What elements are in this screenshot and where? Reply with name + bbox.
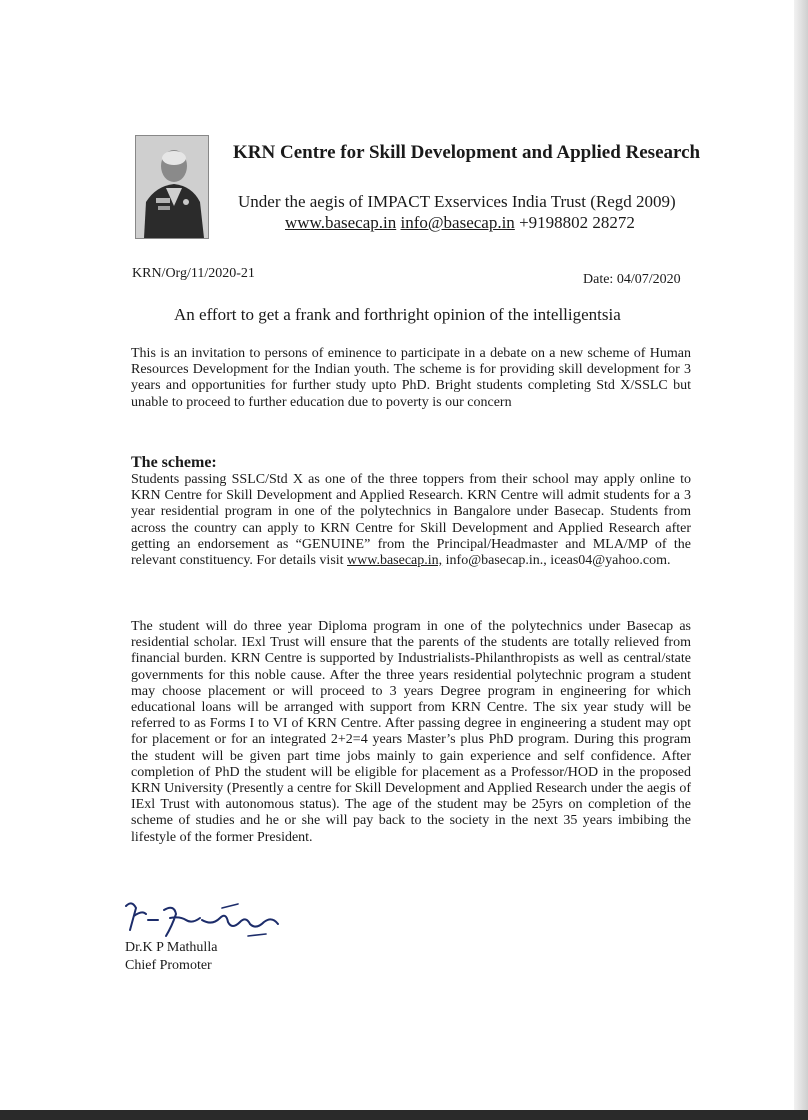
reference-number: KRN/Org/11/2020-21	[132, 266, 255, 281]
scan-edge	[794, 0, 808, 1120]
portrait-photo	[135, 135, 209, 239]
scheme-text: Students passing SSLC/Std X as one of the three toppers from their school may apply online to KRN Centre for Skill Development and Applied Research. KRN Centre will admit students for a 3 year residential program in one of the polytechnics in Bangalore under Basecap. Students from across the country can apply to KRN Centre for Skill Development and Applied Research after getting an endorsement as “GENUINE” from the Principal/Headmaster and MLA/MP of the relevant constituency. For details visit	[131, 472, 691, 569]
student-paragraph: The student will do three year Diploma program in one of the polytechnics under Basecap as residential scholar. IExl Trust will ensure that the parents of the students are totally relieved from financial burden. KRN Centre is supported by Industrialists-Philanthropists as well as central/state governments for this noble cause. After the three years residential polytechnic program a student may choose placement or will proceed to 3 years Degree program in engineering for which educational loans will be arranged with support from KRN Centre. The six year study will be referred to as Forms I to VI of KRN Centre. After passing degree in engineering a student may opt for placement or for an integrated 2+2=4 years Master’s plus PhD program. During this program the student will be given part time jobs mainly to gain experience and self confidence. After completion of PhD the student will be eligible for placement as a Professor/HOD in the proposed KRN University (Presently a centre for Skill Development and Applied Research under the aegis of IExl Trust with autonomous status). The age of the student may be 25yrs on completion of the scheme of studies and he or she will pay back to the society in the next 35 years imbibing the lifestyle of the former President.	[131, 619, 691, 845]
email-link[interactable]: info@basecap.in	[400, 213, 515, 232]
signatory-name: Dr.K P Mathulla	[125, 940, 218, 955]
scheme-email-list: info@basecap.in., iceas04@yahoo.com.	[442, 553, 671, 569]
scheme-paragraph	[131, 472, 691, 569]
website-link[interactable]: www.basecap.in	[285, 213, 397, 232]
trust-affiliation: Under the aegis of IMPACT Exservices India Trust (Regd 2009)	[238, 192, 676, 211]
intro-paragraph: This is an invitation to persons of eminence to participate in a debate on a new scheme of Human Resources Development for the Indian youth. The scheme is for providing skill development for 3 years and opportunities for further study upto PhD. Bright students completing Std X/SSLC but unable to proceed to further education due to poverty is our concern	[131, 346, 691, 410]
contact-line	[285, 213, 635, 233]
phone-number: +9198802 28272	[519, 213, 635, 232]
scheme-website-link[interactable]: www.basecap.in,	[347, 553, 443, 569]
signatory-title: Chief Promoter	[125, 958, 212, 973]
scheme-heading: The scheme:	[131, 454, 217, 471]
letter-date: Date: 04/07/2020	[583, 272, 681, 287]
letter-tagline: An effort to get a frank and forthright opinion of the intelligentsia	[174, 305, 621, 324]
scan-edge-bottom	[0, 1110, 808, 1120]
organization-name: KRN Centre for Skill Development and Applied Research	[233, 142, 701, 163]
